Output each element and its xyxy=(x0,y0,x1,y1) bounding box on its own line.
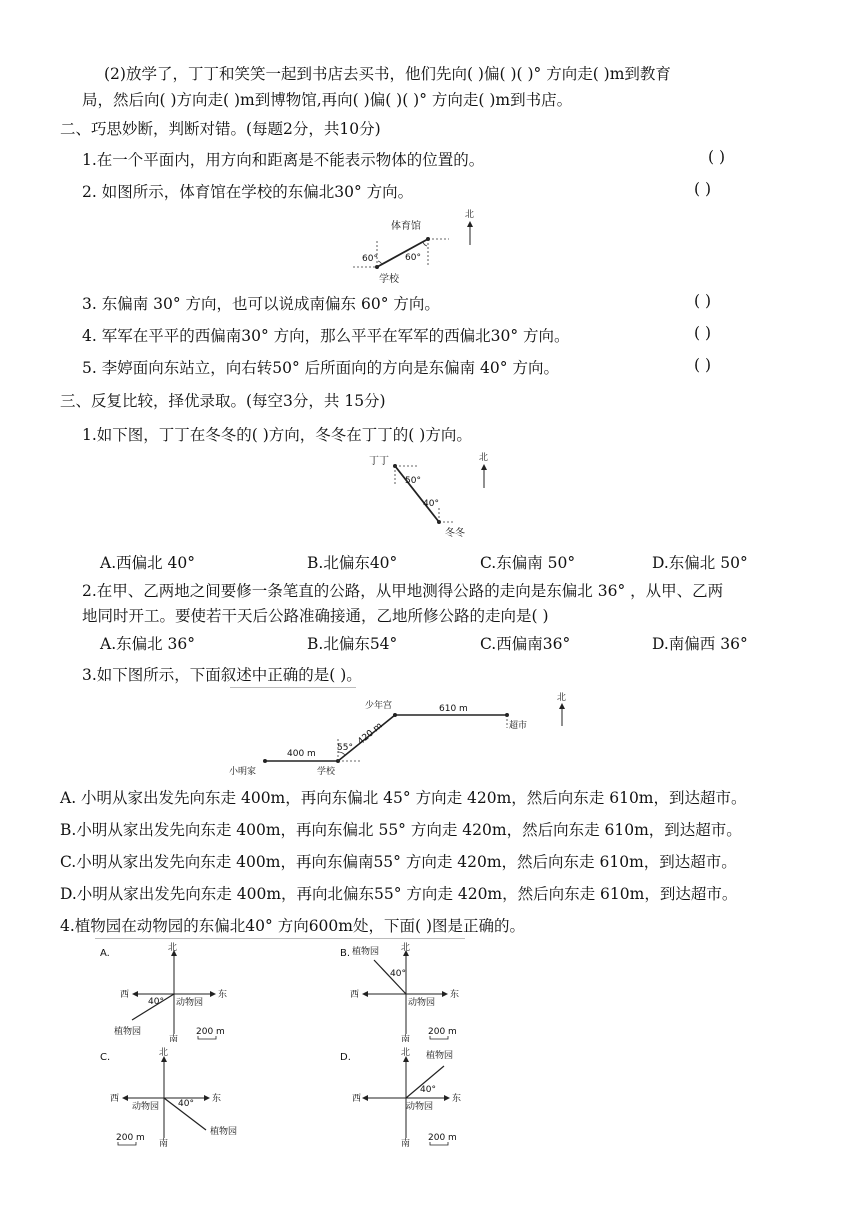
answer-paren-1[interactable]: ( ) xyxy=(708,148,726,166)
q2-option-a[interactable]: A.东偏北 36° xyxy=(100,635,196,653)
choice-q1-text: 1.如下图，丁丁在冬冬的( )方向，冬冬在丁丁的( )方向。 xyxy=(82,426,472,444)
panel-d-south: 南 xyxy=(401,1139,411,1149)
panel-a-east: 东 xyxy=(218,990,228,1000)
panel-d-east: 东 xyxy=(452,1094,462,1104)
compass-panel-b[interactable] xyxy=(338,942,488,1042)
q2-option-b[interactable]: B.北偏东54° xyxy=(307,635,398,653)
panel-b-south: 南 xyxy=(401,1035,411,1042)
panel-b-zoo: 动物园 xyxy=(408,998,436,1008)
q3-option-a[interactable]: A. 小明从家出发先向东走 400m，再向东偏北 45° 方向走 420m，然后向东走 610m，到达超市。 xyxy=(60,789,747,807)
panel-a-label: A. xyxy=(100,948,110,959)
panel-c-garden: 植物园 xyxy=(210,1127,238,1137)
fig-dist-1: 400 m xyxy=(287,749,316,759)
panel-b-north: 北 xyxy=(401,943,411,953)
panel-a-zoo: 动物园 xyxy=(176,998,204,1008)
panel-a-west: 西 xyxy=(120,990,130,1000)
q2-fill-line-2: 局，然后向( )方向走( )m到博物馆,再向( )偏( )( )° 方向走( )m到书店。 xyxy=(82,91,573,109)
panel-c-zoo: 动物园 xyxy=(132,1102,160,1112)
fig-angle-b: 60° xyxy=(405,253,421,263)
q2-option-c[interactable]: C.西偏南36° xyxy=(480,635,571,653)
section-3-heading: 三、反复比较，择优录取。(每空3分，共 15分) xyxy=(60,392,386,410)
fig-home-label: 小明家 xyxy=(229,767,257,777)
choice-q2-line-1: 2.在甲、乙两地之间要修一条笔直的公路，从甲地测得公路的走向是东偏北 36° ，从甲、乙两 xyxy=(82,582,724,600)
choice-q2-line-2: 地同时开工。要使若干天后公路准确接通，乙地所修公路的走向是( ) xyxy=(82,607,549,625)
divider-2 xyxy=(95,938,465,939)
fig-school-label-2: 学校 xyxy=(317,767,336,777)
fig-dist-3: 610 m xyxy=(439,704,468,714)
fig-dingding-label: 丁丁 xyxy=(369,456,389,467)
panel-b-west: 西 xyxy=(350,990,360,1000)
answer-paren-3[interactable]: ( ) xyxy=(694,292,712,310)
panel-a-north: 北 xyxy=(168,943,178,953)
panel-a-angle: 40° xyxy=(148,997,164,1007)
gym-school-figure xyxy=(345,205,485,285)
panel-a-south: 南 xyxy=(169,1035,179,1042)
fig-north-label-2: 北 xyxy=(479,453,489,463)
compass-panel-a[interactable] xyxy=(98,942,248,1042)
panel-d-label: D. xyxy=(340,1052,351,1063)
panel-b-label: B. xyxy=(340,948,351,959)
fig-dist-2: 420 m xyxy=(356,720,385,748)
q3-option-b[interactable]: B.小明从家出发先向东走 400m，再向东偏北 55° 方向走 420m，然后向东走 610m，到达超市。 xyxy=(60,821,742,839)
panel-c-west: 西 xyxy=(110,1094,120,1104)
judge-item-2: 2. 如图所示，体育馆在学校的东偏北30° 方向。 xyxy=(82,183,414,201)
choice-q3-text: 3.如下图所示，下面叙述中正确的是( )。 xyxy=(82,666,362,684)
panel-c-scale: 200 m xyxy=(116,1133,145,1143)
judge-item-4: 4. 军军在平平的西偏南30° 方向，那么平平在军军的西偏北30° 方向。 xyxy=(82,327,570,345)
divider xyxy=(230,687,356,688)
fig-market-label: 超市 xyxy=(509,721,528,731)
panel-a-scale: 200 m xyxy=(196,1027,225,1037)
fig-palace-label: 少年宫 xyxy=(365,701,393,711)
panel-d-west: 西 xyxy=(352,1094,362,1104)
panel-c-angle: 40° xyxy=(178,1099,194,1109)
fig-angle-a: 60° xyxy=(362,254,378,264)
q1-option-c[interactable]: C.东偏南 50° xyxy=(480,554,576,572)
fig-north-label: 北 xyxy=(465,210,475,220)
q2-option-d[interactable]: D.南偏西 36° xyxy=(652,635,748,653)
fig-angle-40: 40° xyxy=(423,499,439,509)
q1-option-a[interactable]: A.西偏北 40° xyxy=(100,554,196,572)
panel-b-angle: 40° xyxy=(390,969,406,979)
panel-b-east: 东 xyxy=(450,990,460,1000)
panel-d-zoo: 动物园 xyxy=(406,1102,434,1112)
panel-b-garden: 植物园 xyxy=(352,947,380,957)
section-2-heading: 二、巧思妙断，判断对错。(每题2分，共10分) xyxy=(60,120,381,138)
route-map-figure xyxy=(225,690,585,780)
answer-paren-4[interactable]: ( ) xyxy=(694,324,712,342)
q2-fill-line-1: (2)放学了，丁丁和笑笑一起到书店去买书，他们先向( )偏( )( )° 方向走( )m到教育 xyxy=(104,65,671,83)
compass-panel-c[interactable] xyxy=(98,1046,248,1150)
judge-item-5: 5. 李婷面向东站立，向右转50° 后所面向的方向是东偏南 40° 方向。 xyxy=(82,359,559,377)
fig-gym-label: 体育馆 xyxy=(391,221,421,232)
compass-panel-d[interactable] xyxy=(338,1046,488,1150)
judge-item-3: 3. 东偏南 30° 方向，也可以说成南偏东 60° 方向。 xyxy=(82,295,440,313)
panel-d-angle: 40° xyxy=(420,1085,436,1095)
fig-angle-50: 50° xyxy=(405,476,421,486)
panel-d-garden: 植物园 xyxy=(426,1051,454,1061)
q1-option-d[interactable]: D.东偏北 50° xyxy=(652,554,748,572)
panel-d-north: 北 xyxy=(401,1048,411,1058)
answer-paren-2[interactable]: ( ) xyxy=(694,180,712,198)
q3-option-c[interactable]: C.小明从家出发先向东走 400m，再向东偏南55° 方向走 420m，然后向东走 610m，到达超市。 xyxy=(60,853,737,871)
q1-option-b[interactable]: B.北偏东40° xyxy=(307,554,398,572)
panel-c-east: 东 xyxy=(212,1094,222,1104)
fig-school-label: 学校 xyxy=(379,274,399,285)
judge-item-1: 1.在一个平面内，用方向和距离是不能表示物体的位置的。 xyxy=(82,151,485,169)
panel-c-north: 北 xyxy=(159,1048,169,1058)
panel-d-scale: 200 m xyxy=(428,1133,457,1143)
fig-north-label-3: 北 xyxy=(557,693,567,703)
choice-q4-text: 4.植物园在动物园的东偏北40° 方向600m处，下面( )图是正确的。 xyxy=(60,917,525,935)
panel-a-garden: 植物园 xyxy=(114,1027,142,1037)
panel-c-south: 南 xyxy=(159,1139,169,1149)
answer-paren-5[interactable]: ( ) xyxy=(694,356,712,374)
fig-angle-55: 55° xyxy=(337,743,353,753)
q3-option-d[interactable]: D.小明从家出发先向东走 400m，再向北偏东55° 方向走 420m，然后向东走 610m，到达超市。 xyxy=(60,885,738,903)
panel-b-scale: 200 m xyxy=(428,1027,457,1037)
dingding-dongdong-figure xyxy=(365,450,505,542)
fig-dongdong-label: 冬冬 xyxy=(445,528,465,539)
panel-c-label: C. xyxy=(100,1052,111,1063)
